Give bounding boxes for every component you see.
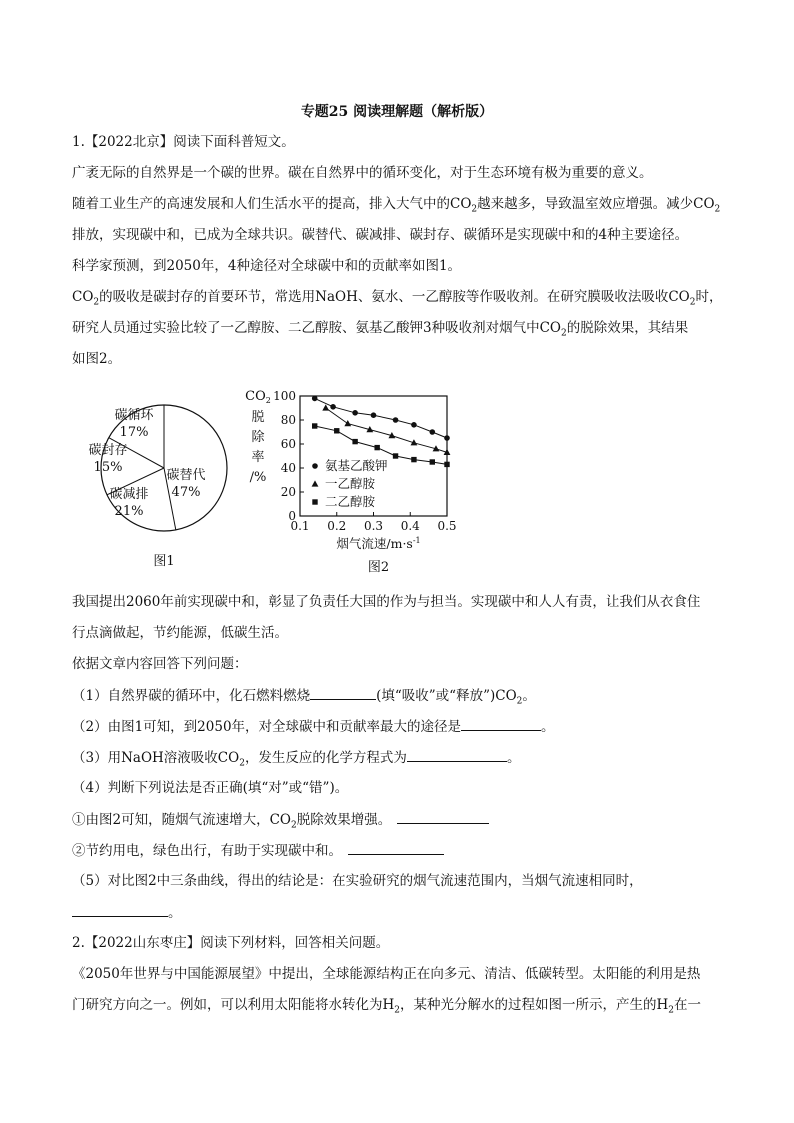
answer-blank-1[interactable] (310, 685, 376, 700)
q1-subquestion-1: （1）自然界碳的循环中，化石燃料燃烧 (填“吸收”或“释放$”)CO_2$。 (72, 685, 536, 712)
q1-subquestion-4b: ②节约用电，绿色出行，有助于实现碳中和。 (72, 840, 444, 861)
figure-1-caption: 图1 (153, 554, 175, 569)
figure-2-caption: 图2 (367, 560, 390, 575)
answer-blank-2[interactable] (461, 716, 541, 731)
y-tick-label: 60 (280, 437, 296, 451)
data-point (352, 439, 357, 444)
data-point (344, 420, 351, 426)
y-tick-label: 80 (280, 413, 296, 427)
page-title: 专题25 阅读理解题（解析版） (300, 104, 494, 120)
data-point (411, 422, 417, 428)
legend-label: 二乙醇胺 (325, 494, 376, 509)
q1-subquestion-2: （2）由图1可知，到2050年，对全球碳中和贡献率最大的途径是 。 (72, 716, 555, 737)
data-point (334, 428, 339, 433)
legend-label: 氨基乙酸钾 (325, 458, 388, 473)
data-point (393, 453, 398, 458)
y-axis-label: 脱 (251, 410, 265, 425)
q1-paragraph-2c: 科学家预测，到2050年，4种途径对全球碳中和的贡献率如图1。 (72, 258, 462, 274)
q1-subquestion-4: （4）判断下列说法是否正确(填“对”或“错”)。 (72, 780, 349, 796)
y-axis-label: $CO_2$ (245, 389, 271, 405)
data-point (374, 445, 379, 450)
data-point (393, 417, 399, 423)
data-point (444, 462, 449, 467)
q1-paragraph-1: 广袤无际的自然界是一个碳的世界。碳在自然界中的循环变化，对于生态环境有极为重要的意义。 (72, 165, 653, 181)
pie-slice-value: 21% (114, 504, 144, 519)
x-tick-label: 0.3 (363, 519, 384, 533)
y-axis-label: 率 (251, 450, 265, 465)
pie-slice-value: 15% (93, 460, 123, 475)
y-tick-label: 100 (273, 389, 296, 403)
q1-paragraph-3a: $CO_2$的吸收是碳封存的首要环节，常选用NaOH、氨水、一乙醇胺等作吸收剂。在研究膜吸收法吸收$CO_2$时， (72, 289, 723, 308)
pie-slice-name: 碳循环 (114, 408, 154, 423)
q1-paragraph-2a: 随着工业生产的高速发展和人们生活水平的提高，排入大气中的$CO_2$越来越多，导致温室效应增强。减少$CO_2$ (72, 196, 721, 215)
q1-paragraph-2b: 排放，实现碳中和，已成为全球共识。碳替代、碳减排、碳封存、碳循环是实现碳中和的4种主要途径。 (72, 227, 689, 243)
answer-blank-4a[interactable] (397, 809, 489, 824)
legend-label: 一乙醇胺 (325, 476, 376, 491)
q1-subquestion-3: （3）用NaOH溶液吸收$CO_2$，发生反应的化学方程式为 。 (72, 747, 520, 774)
q1-paragraph-4b: 行点滴做起，节约能源，低碳生活。 (72, 625, 288, 641)
series-triangle (312, 404, 451, 491)
data-point (312, 396, 318, 402)
legend-marker (312, 480, 319, 486)
data-point (352, 410, 358, 416)
pie-slice-name: 碳替代 (166, 468, 206, 483)
q1-paragraph-3b: 研究人员通过实验比较了一乙醇胺、二乙醇胺、氨基乙酸钾3种吸收剂对烟气中$CO_2$的脱除效果，其结果 (72, 320, 689, 339)
q1-paragraph-3c: 如图2。 (72, 351, 122, 367)
q2-heading: 2.【2022山东枣庄】阅读下列材料，回答相关问题。 (72, 935, 390, 951)
q2-paragraph-2: 门研究方向之一。例如，可以利用太阳能将水转化为$H_2$，某种光分解水的过程如图一所示，产生的$H_2$在一 (72, 997, 702, 1016)
figure-2-line-chart (240, 385, 470, 580)
data-point (371, 412, 377, 418)
answer-blank-3[interactable] (407, 747, 507, 762)
pie-slice-name: 碳减排 (109, 487, 149, 502)
x-tick-label: 0.2 (327, 519, 347, 533)
data-point (312, 423, 317, 428)
q1-subquestion-4a: ①由图2可知，随烟气流速增大，$CO_2$脱除效果增强。 (72, 809, 489, 836)
legend-marker (312, 499, 317, 504)
q1-paragraph-4a: 我国提出2060年前实现碳中和，彰显了负责任大国的作为与担当。实现碳中和人人有责，让我们从衣食住 (72, 594, 701, 610)
q1-subquestion-5-answer: 。 (72, 902, 182, 923)
x-axis-label: 烟气流速$/m\cdot s^{-1}$ (336, 536, 421, 551)
data-point (411, 457, 416, 462)
q1-heading: 1.【2022北京】阅读下面科普短文。 (72, 134, 295, 150)
y-tick-label: 40 (280, 461, 296, 475)
data-point (322, 404, 329, 410)
x-tick-label: 0.1 (290, 519, 310, 533)
x-tick-label: 0.4 (400, 519, 420, 533)
data-point (330, 404, 336, 410)
data-point (430, 429, 436, 435)
x-tick-label: 0.5 (437, 519, 457, 533)
y-axis-label: 除 (251, 430, 265, 445)
y-axis-label: /% (249, 470, 267, 485)
data-point (444, 435, 450, 441)
figure-1-pie-chart (70, 385, 230, 575)
y-tick-label: 20 (280, 485, 296, 499)
q2-paragraph-1: 《2050年世界与中国能源展望》中提出，全球能源结构正在向多元、清洁、低碳转型。太阳能的利用是热 (72, 966, 701, 982)
legend-marker (312, 463, 318, 469)
q1-subquestion-5: （5）对比图2中三条曲线，得出的结论是：在实验研究的烟气流速范围内，当烟气流速相同时， (72, 873, 643, 889)
y-tick-label: 0 (288, 509, 296, 523)
pie-slice-name: 碳封存 (88, 443, 128, 458)
pie-slice-value: 17% (119, 425, 149, 440)
answer-blank-5[interactable] (72, 902, 168, 917)
data-point (430, 459, 435, 464)
pie-slice-value: 47% (171, 485, 201, 500)
q1-question-prompt: 依据文章内容回答下列问题： (72, 656, 248, 672)
answer-blank-4b[interactable] (348, 840, 444, 855)
